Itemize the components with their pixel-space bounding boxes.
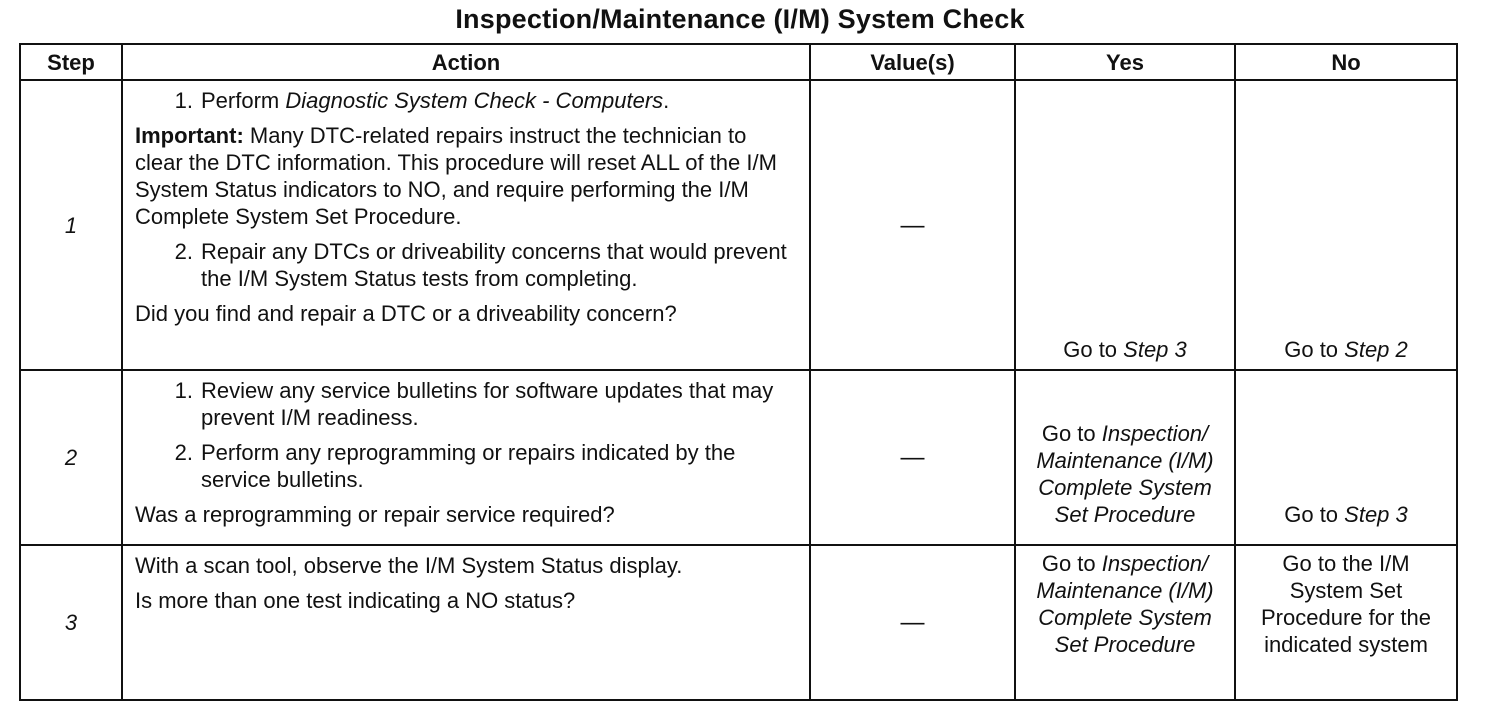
- action-text: .: [663, 88, 670, 113]
- no-result-link[interactable]: Step 3: [1344, 502, 1408, 527]
- no-result-text: Go to: [1284, 337, 1345, 362]
- no-result-link[interactable]: Go to the I/M System Set Procedure for the indicated system: [1261, 551, 1431, 657]
- important-text: Many DTC-related repairs instruct the technician to clear the DTC information. This procedure will reset ALL of the I/M System Status indicators to NO, and require performing the I/M Complete System Set Procedure.: [135, 123, 777, 229]
- action-cell: [122, 370, 810, 545]
- header-yes: Yes: [1015, 44, 1235, 80]
- table-row: [20, 80, 1457, 370]
- header-step: Step: [20, 44, 122, 80]
- action-list-item: [135, 439, 799, 493]
- yes-result-text: Go to: [1041, 551, 1102, 576]
- value-cell: —: [810, 370, 1015, 545]
- header-no: No: [1235, 44, 1457, 80]
- header-action: Action: [122, 44, 810, 80]
- check-question: Was a reprogramming or repair service required?: [135, 502, 615, 527]
- step-number: 2: [20, 370, 122, 545]
- check-question: Did you find and repair a DTC or a driveability concern?: [135, 301, 677, 326]
- important-note: [135, 122, 799, 230]
- action-list-item: [135, 87, 799, 114]
- important-label: Important:: [135, 123, 244, 148]
- value-cell: —: [810, 545, 1015, 700]
- list-number: 1.: [174, 88, 193, 113]
- action-list-item: [135, 377, 799, 431]
- list-number: 1.: [174, 378, 193, 403]
- header-values: Value(s): [810, 44, 1015, 80]
- action-text: Review any service bulletins for software updates that may prevent I/M readiness.: [201, 378, 774, 430]
- system-check-table: [19, 43, 1458, 701]
- yes-cell: [1015, 545, 1235, 700]
- no-cell: [1235, 80, 1457, 370]
- list-number: 2.: [174, 239, 193, 264]
- no-cell: [1235, 545, 1457, 700]
- check-question: Is more than one test indicating a NO status?: [135, 588, 576, 613]
- table-header-row: [20, 44, 1457, 80]
- action-cell: [122, 545, 810, 700]
- list-number: 2.: [174, 440, 193, 465]
- no-result-link[interactable]: Step 2: [1344, 337, 1408, 362]
- document-title: Inspection/Maintenance (I/M) System Check: [455, 4, 1025, 34]
- step-number: 1: [20, 80, 122, 370]
- action-list-item: [135, 238, 799, 292]
- action-text: Perform any reprogramming or repairs indicated by the service bulletins.: [201, 440, 736, 492]
- table-row: [20, 370, 1457, 545]
- yes-result-text: Go to: [1041, 421, 1102, 446]
- no-result-text: Go to: [1284, 502, 1345, 527]
- yes-result-text: Go to: [1063, 337, 1124, 362]
- yes-cell: [1015, 370, 1235, 545]
- yes-result-link[interactable]: Step 3: [1123, 337, 1187, 362]
- action-text: Repair any DTCs or driveability concerns that would prevent the I/M System Status tests from completing.: [201, 239, 787, 291]
- action-cell: [122, 80, 810, 370]
- no-cell: [1235, 370, 1457, 545]
- table-row: [20, 545, 1457, 700]
- yes-cell: [1015, 80, 1235, 370]
- action-text: With a scan tool, observe the I/M System Status display.: [135, 553, 683, 578]
- yes-result-link[interactable]: Inspection/ Maintenance (I/M) Complete System Set Procedure: [1036, 421, 1214, 527]
- yes-result-link[interactable]: Inspection/ Maintenance (I/M) Complete System Set Procedure: [1036, 551, 1214, 657]
- step-number: 3: [20, 545, 122, 700]
- action-text: Perform: [201, 88, 286, 113]
- procedure-reference: Diagnostic System Check - Computers: [285, 88, 664, 113]
- value-cell: —: [810, 80, 1015, 370]
